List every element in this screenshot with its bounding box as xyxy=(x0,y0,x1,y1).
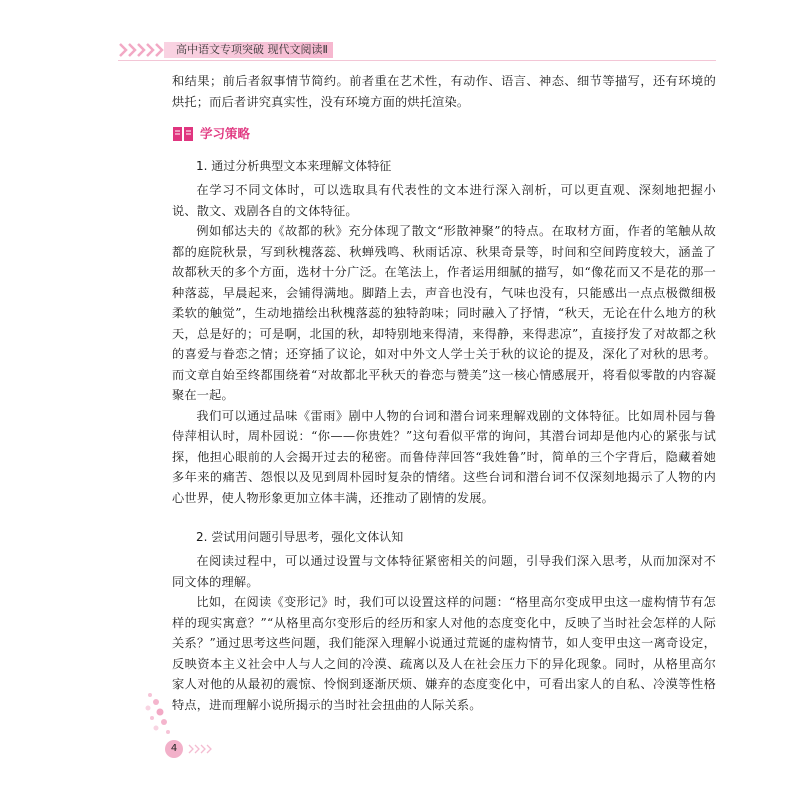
page-header xyxy=(118,40,333,60)
subsection-heading-2: 2. 尝试用问题引导思考，强化文体认知 xyxy=(196,530,404,544)
section-title: 学习策略 xyxy=(200,126,251,141)
intro-paragraph: 和结果；前后者叙事情节简约。前者重在艺术性，有动作、语言、神态、细节等描写，还有环境的烘托；而后者讲究真实性，没有环境方面的烘托渲染。 xyxy=(172,74,716,109)
paragraph: 我们可以通过品味《雷雨》剧中人物的台词和潜台词来理解戏剧的文体特征。比如周朴园与鲁侍萍相认时，周朴园说：“你——你贵姓？”这句看似平常的询问，其潜台词却是他内心的紧张与试探，他担心眼前的人会揭开过去的秘密。而鲁侍萍回答“我姓鲁”时，简单的三个字背后，隐藏着她多年来的痛苦、怨恨以及见到周朴园时复杂的情绪。这些台词和潜台词不仅深刻地揭示了人物的内心世界，使人物形象更加立体丰满，还推动了剧情的发展。 xyxy=(172,408,716,505)
paragraph: 在阅读过程中，可以通过设置与文体特征紧密相关的问题，引导我们深入思考，从而加深对不同文体的理解。 xyxy=(172,554,716,589)
header-divider xyxy=(118,60,716,61)
paragraph: 在学习不同文体时，可以选取具有代表性的文本进行深入剖析，可以更直观、深刻地把握小说、散文、戏剧各自的文体特征。 xyxy=(172,183,716,218)
subsection-1-body xyxy=(172,180,716,508)
subsection-heading-1: 1. 通过分析典型文本来理解文体特征 xyxy=(196,159,392,173)
page-chevron-icon xyxy=(188,744,218,754)
intro-block xyxy=(172,71,716,112)
book-icon xyxy=(172,126,194,142)
subsection-2-body xyxy=(172,551,716,715)
chevron-icon xyxy=(154,42,164,58)
decorative-dots xyxy=(140,690,180,740)
paragraph: 比如，在阅读《变形记》时，我们可以设置这样的问题：“格里高尔变成甲虫这一虚构情节有怎样的现实寓意？”“从格里高尔变形后的经历和家人对他的态度变化中，反映了当时社会怎样的人际关系？”通过思考这些问题，我们能深入理解小说通过荒诞的虚构情节，如人变甲虫这一离奇设定，反映资本主义社会中人与人之间的冷漠、疏离以及人在社会压力下的异化现象。同时，从格里高尔家人对他的从最初的震惊、怜悯到逐渐厌烦、嫌弃的态度变化中，可看出家人的自私、冷漠等性格特点，进而理解小说所揭示的当时社会扭曲的人际关系。 xyxy=(172,595,716,712)
header-title: 高中语文专项突破 现代文阅读Ⅱ xyxy=(176,43,328,56)
paragraph: 例如郁达夫的《故都的秋》充分体现了散文“形散神聚”的特点。在取材方面，作者的笔触从故都的庭院秋景，写到秋槐落蕊、秋蝉残鸣、秋雨话凉、秋果奇景等，时间和空间跨度较大，涵盖了故都秋天的多个方面，选材十分广泛。在笔法上，作者运用细腻的描写，如“像花而又不是花的那一种落蕊，早晨起来，会铺得满地。脚踏上去，声音也没有，气味也没有，只能感出一点点极微细极柔软的触觉”，生动地描绘出秋槐落蕊的独特韵味；同时融入了抒情，“秋天，无论在什么地方的秋天，总是好的；可是啊，北国的秋，却特别地来得清，来得静，来得悲凉”，直接抒发了对故都之秋的喜爱与眷恋之情；还穿插了议论，如对中外文人学士关于秋的议论的提及，深化了对秋的思考。而文章自始至终都围绕着“对故都北平秋天的眷恋与赞美”这一核心情感展开，将看似零散的内容凝聚在一起。 xyxy=(172,224,716,402)
page-number: 4 xyxy=(165,740,183,758)
